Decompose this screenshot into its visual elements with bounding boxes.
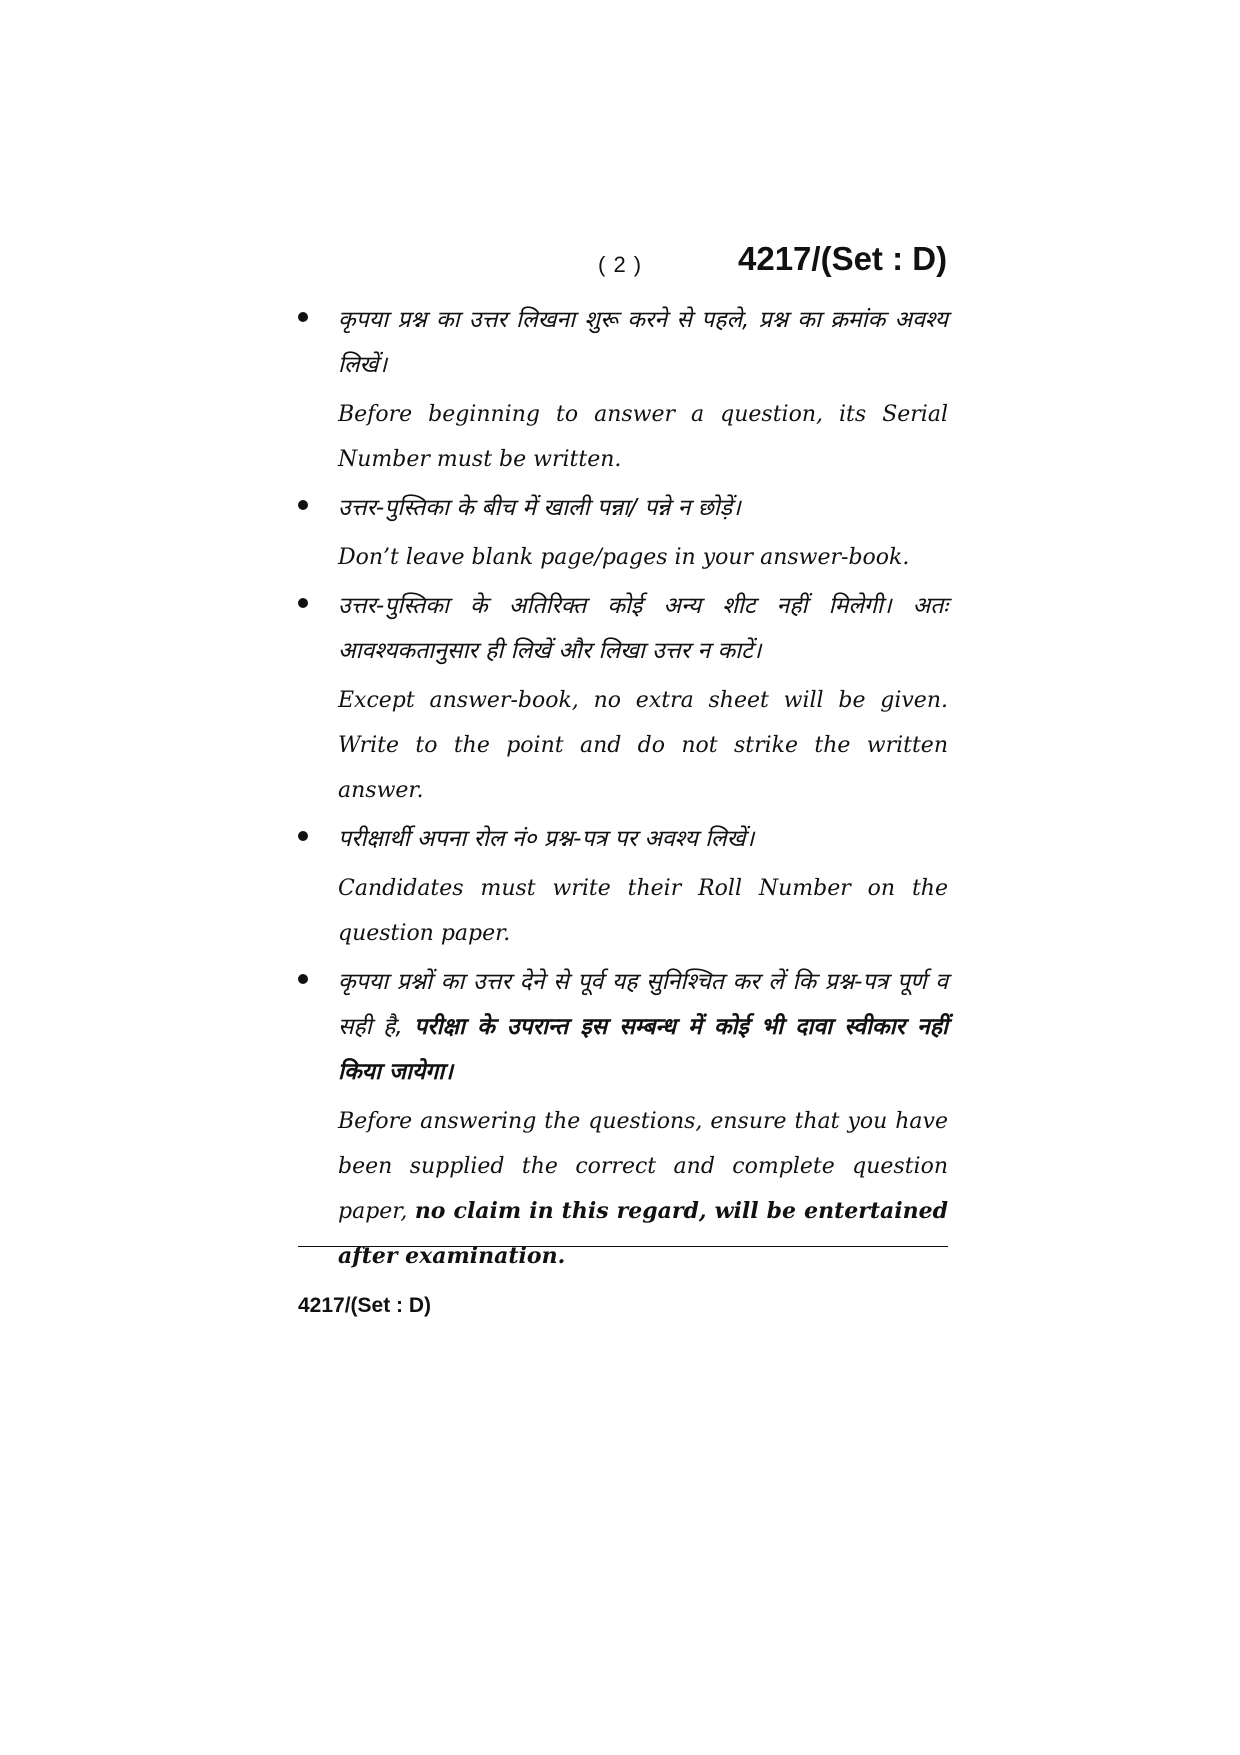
instruction-hindi: उत्तर-पुस्तिका के बीच में खाली पन्ना/ पन्ने न छोड़ें। xyxy=(338,495,741,521)
instructions-list xyxy=(298,298,948,1279)
instruction-english: Before beginning to answer a question, its Serial Number must be written. xyxy=(338,402,948,472)
instruction-english xyxy=(338,1099,948,1279)
page-number: ( 2 ) xyxy=(598,252,643,277)
paper-code-footer: 4217/(Set : D) xyxy=(298,1294,432,1317)
bullet-icon xyxy=(298,500,308,510)
instruction-english-bold: no claim in this regard, will be entertained after examination. xyxy=(338,1198,948,1269)
bullet-icon xyxy=(298,831,308,841)
instruction-item xyxy=(298,584,948,813)
instruction-item xyxy=(298,486,948,580)
instruction-hindi: कृपया प्रश्न का उत्तर लिखना शुरू करने से पहले, प्रश्न का क्रमांक अवश्य लिखें। xyxy=(338,307,948,378)
bullet-icon xyxy=(298,312,308,322)
paper-code-header: 4217/(Set : D) xyxy=(738,240,948,277)
instruction-hindi-regular: कृपया प्रश्नों का उत्तर देने से पूर्व यह सुनिश्चित कर लें कि प्रश्न-पत्र पूर्ण व सही है, xyxy=(338,969,948,1040)
instruction-hindi: परीक्षार्थी अपना रोल नं० प्रश्न-पत्र पर अवश्य लिखें। xyxy=(338,826,755,852)
instruction-english: Candidates must write their Roll Number on the question paper. xyxy=(338,876,948,946)
instruction-item xyxy=(298,298,948,482)
bullet-icon xyxy=(298,598,308,608)
instruction-hindi-bold: परीक्षा के उपरान्त इस सम्बन्ध में कोई भी दावा स्वीकार नहीं किया जायेगा। xyxy=(338,1014,948,1085)
instruction-hindi xyxy=(338,960,948,1095)
bullet-icon xyxy=(298,974,308,984)
instruction-hindi: उत्तर-पुस्तिका के अतिरिक्त कोई अन्य शीट नहीं मिलेगी। अतः आवश्यकतानुसार ही लिखें और लिखा उत्तर न काटें। xyxy=(338,593,948,664)
instruction-english: Except answer-book, no extra sheet will be given. Write to the point and do not strike the written answer. xyxy=(338,688,948,803)
instruction-english-regular: Before answering the questions, ensure that you have been supplied the correct and complete question paper, xyxy=(338,1109,948,1224)
instruction-english: Don’t leave blank page/pages in your answer-book. xyxy=(338,545,910,570)
instruction-item xyxy=(298,817,948,956)
divider-line xyxy=(298,1246,948,1247)
instruction-item xyxy=(298,960,948,1279)
